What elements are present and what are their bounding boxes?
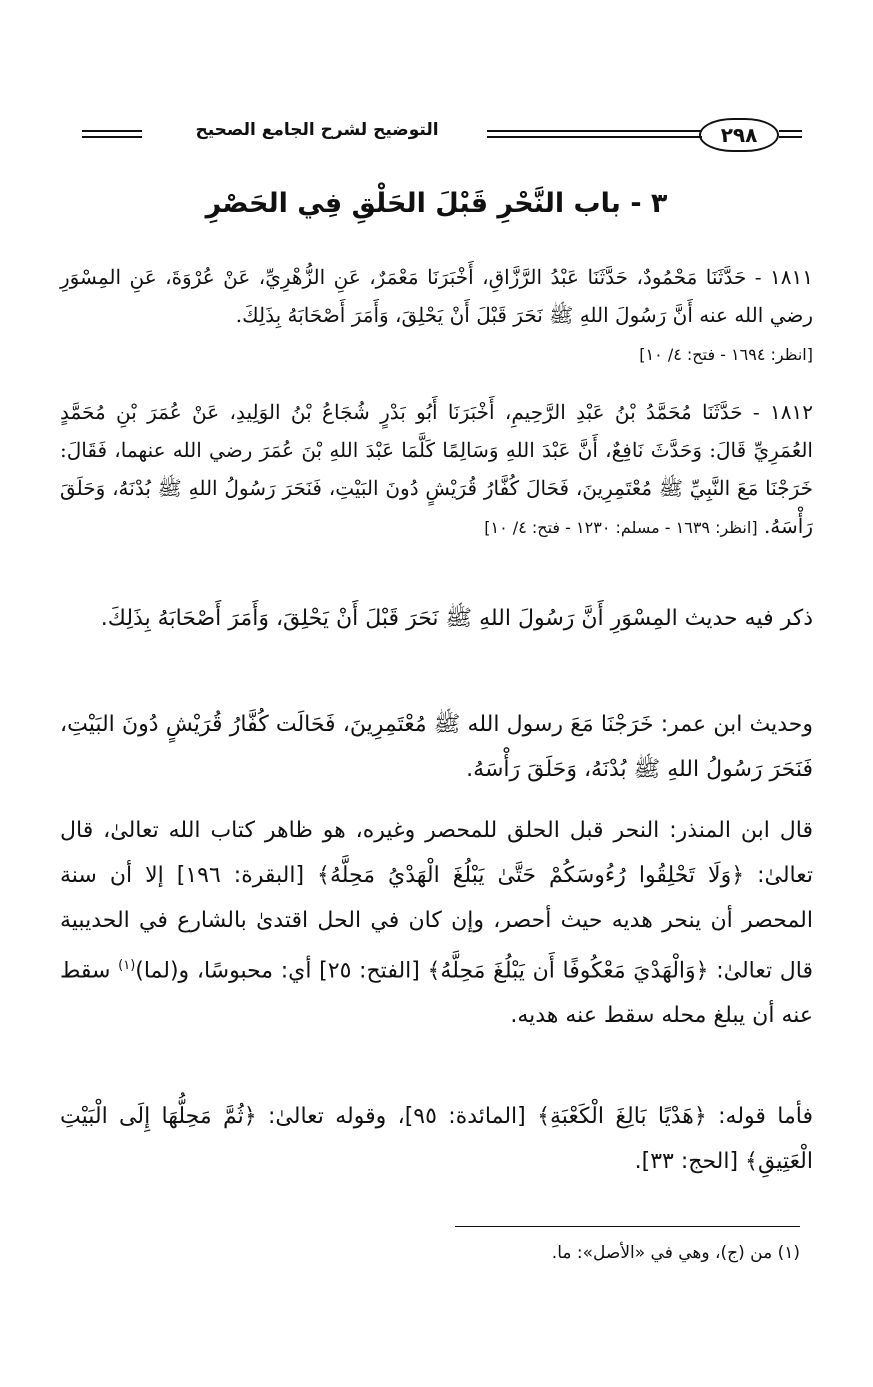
footnote: (١) من (ج)، وهي في «الأصل»: ما.: [551, 1243, 800, 1263]
header-rule: [487, 136, 702, 138]
header-rule: [487, 130, 702, 132]
paragraph-text: فأما قوله:: [706, 1104, 813, 1129]
commentary-paragraph: [60, 808, 813, 1038]
paragraph-text: قال ابن المنذر: النحر قبل الحلق للمحصر وغيره، هو ظاهر كتاب الله تعالىٰ، قال تعالىٰ:: [60, 818, 813, 888]
hadith-1812: [60, 393, 813, 547]
quran-quote: ﴿ثُمَّ مَحِلُّهَا إِلَى الْبَيْتِ الْعَتِيقِ﴾: [60, 1104, 813, 1174]
commentary-paragraph: ذكر فيه حديث المِسْوَرِ أَنَّ رَسُولَ اللهِ ﷺ نَحَرَ قَبْلَ أَنْ يَحْلِقَ، وَأَمَرَ أَصْحَابَهُ بِذَلِكَ.: [100, 606, 813, 631]
quran-quote: ﴿وَالْهَدْيَ مَعْكُوفًا أَن يَبْلُغَ مَحِلَّهُ﴾: [427, 958, 709, 984]
running-header: [82, 118, 802, 160]
chapter-title: ٣ - باب النَّحْرِ قَبْلَ الحَلْقِ فِي الحَصْرِ: [205, 188, 668, 219]
commentary-paragraph: [60, 1094, 813, 1184]
hadith-text: ١٨١٢ - حَدَّثَنَا مُحَمَّدُ بْنُ عَبْدِ الرَّحِيمِ، أَخْبَرَنَا أَبُو بَدْرٍ شُجَاعُ بْنُ الوَلِيدِ، عَنْ عُمَرَ بْنِ مُحَمَّدٍ العُمَرِيِّ قَالَ: وَحَدَّثَ نَافِعٌ، أَنَّ عَبْدَ اللهِ وَسَالِمًا كَلَّمَا عَبْدَ اللهِ بْنَ عُمَرَ رضي الله عنهما، فَقَالَ: خَرَجْنَا مَعَ النَّبِيِّ ﷺ مُعْتَمِرِينَ، فَحَالَ كُفَّارُ قُرَيْشٍ دُونَ البَيْتِ، فَنَحَرَ رَسُولُ اللهِ ﷺ بُدْنَهُ، وَحَلَقَ رَأْسَهُ.: [60, 400, 814, 538]
paragraph-text: [المائدة: ٩٥]، وقوله تعالىٰ:: [256, 1104, 538, 1129]
header-rule: [779, 136, 802, 138]
hadith-reference: [انظر: ١٦٣٩ - مسلم: ١٢٣٠ - فتح: ٤/ ١٠]: [484, 518, 758, 537]
header-rule: [82, 136, 142, 138]
footnote-marker: (١): [118, 958, 136, 973]
hadith-text: ١٨١١ - حَدَّثَنَا مَحْمُودٌ، حَدَّثَنَا عَبْدُ الرَّزَّاقِ، أَخْبَرَنَا مَعْمَرٌ، عَنِ الزُّهْرِيِّ، عَنْ عُرْوَةَ، عَنِ المِسْوَرِ رضي الله عنه أَنَّ رَسُولَ اللهِ ﷺ نَحَرَ قَبْلَ أَنْ يَحْلِقَ، وَأَمَرَ أَصْحَابَهُ بِذَلِكَ.: [60, 265, 813, 327]
paragraph-text: [الفتح: ٢٥] أي: محبوسًا، و(لما): [135, 958, 428, 984]
quran-quote: ﴿وَلَا تَحْلِقُوا رُءُوسَكُمْ حَتَّىٰ يَبْلُغَ الْهَدْيُ مَحِلَّهُ﴾: [317, 863, 745, 888]
commentary-paragraph: وحديث ابن عمر: خَرَجْنَا مَعَ رسول الله ﷺ مُعْتَمِرِينَ، فَحَالَت كُفَّارُ قُرَيْشٍ دُونَ البَيْتِ، فَنَحَرَ رَسُولُ اللهِ ﷺ بُدْنَهُ، وَحَلَقَ رَأْسَهُ.: [60, 712, 813, 782]
hadith-1811: [60, 258, 813, 374]
running-title: التوضيح لشرح الجامع الصحيح: [195, 120, 439, 140]
page-number: ٢٩٨: [699, 118, 779, 152]
quran-quote: ﴿هَدْيًا بَالِغَ الْكَعْبَةِ﴾: [537, 1104, 707, 1129]
footnote-separator: [455, 1226, 800, 1227]
paragraph-text: سقط عنه أن يبلغ محله سقط عنه هديه.: [60, 958, 813, 1029]
header-rule: [82, 130, 142, 132]
paragraph-text: [الحج: ٣٣].: [634, 1149, 746, 1174]
header-rule: [779, 130, 802, 132]
paragraph-text: [البقرة: ١٩٦] إلا أن سنة المحصر أن ينحر هديه حيث أحصر، وإن كان في الحل اقتدىٰ بالشارع في الحديبية قال تعالىٰ:: [60, 863, 813, 984]
hadith-reference: [انظر: ١٦٩٤ - فتح: ٤/ ١٠]: [639, 345, 813, 364]
